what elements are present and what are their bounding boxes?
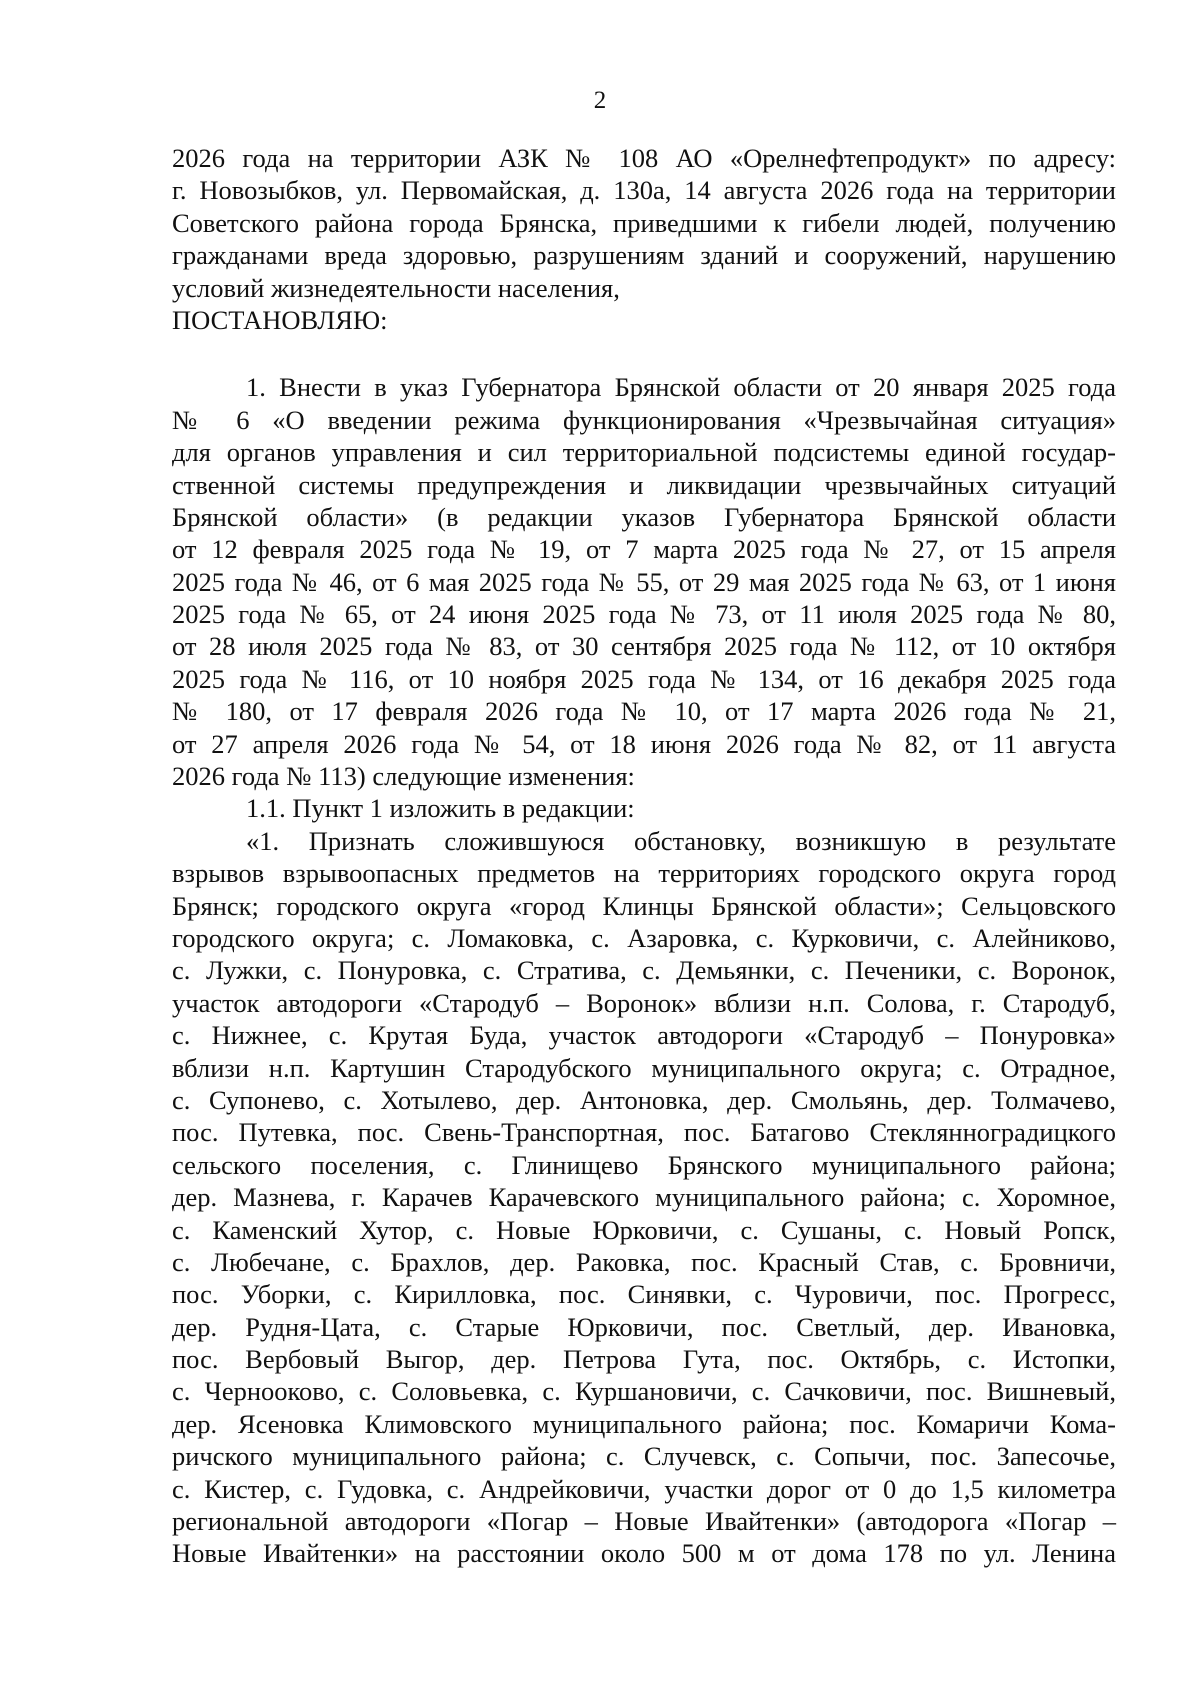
paragraph-gap — [172, 336, 1116, 371]
text-line: пос. Уборки, с. Кирилловка, пос. Синявки, с. Чуровичи, пос. Прогресс, — [172, 1279, 1116, 1310]
text-line: с. Лужки, с. Понуровка, с. Стратива, с. Демьянки, с. Печеники, с. Воронок, — [172, 955, 1116, 986]
text-line: Брянской области» (в редакции указов Губернатора Брянской области — [172, 501, 1116, 532]
text-line: № 180, от 17 февраля 2026 года № 10, от 17 марта 2026 года № 21, — [172, 696, 1116, 727]
text-line: для органов управления и сил территориальной подсистемы единой государ- — [172, 437, 1116, 468]
text-line: городского округа; с. Ломаковка, с. Азаровка, с. Курковичи, с. Алейниково, — [172, 922, 1116, 953]
text-line: 1.1. Пункт 1 изложить в редакции: — [246, 793, 635, 824]
text-line: от 28 июля 2025 года № 83, от 30 сентября 2025 года № 112, от 10 октября — [172, 631, 1116, 662]
text-line: 2026 года на территории АЗК № 108 АО «Орелнефтепродукт» по адресу: — [172, 143, 1116, 173]
text-line: с. Супонево, с. Хотылево, дер. Антоновка, дер. Смольянь, дер. Толмачево, — [172, 1084, 1116, 1115]
text-line: участок автодороги «Стародуб – Воронок» вблизи н.п. Солова, г. Стародуб, — [172, 987, 1116, 1018]
text-line: с. Каменский Хутор, с. Новые Юрковичи, с. Сушаны, с. Новый Ропск, — [172, 1214, 1116, 1245]
text-line: Новые Ивайтенки» на расстоянии около 500 м от дома 178 по ул. Ленина — [172, 1538, 1116, 1569]
text-line: 2025 года № 65, от 24 июня 2025 года № 73, от 11 июля 2025 года № 80, — [172, 599, 1116, 630]
text-line: г. Новозыбков, ул. Первомайская, д. 130а, 14 августа 2026 года на территории — [172, 175, 1116, 206]
text-line: Брянск; городского округа «город Клинцы Брянской области»; Сельцовского — [172, 890, 1116, 921]
text-line: с. Любечане, с. Брахлов, дер. Раковка, пос. Красный Став, с. Бровничи, — [172, 1246, 1116, 1277]
text-line: 2025 года № 46, от 6 мая 2025 года № 55, от 29 мая 2025 года № 63, от 1 июня — [172, 566, 1116, 597]
text-line: 1. Внести в указ Губернатора Брянской области от 20 января 2025 года — [246, 372, 1116, 403]
text-line: условий жизнедеятельности населения, — [172, 272, 620, 303]
text-line: ПОСТАНОВЛЯЮ: — [172, 304, 388, 335]
text-line: гражданами вреда здоровью, разрушениям зданий и сооружений, нарушению — [172, 240, 1116, 271]
text-line: региональной автодороги «Погар – Новые Ивайтенки» (автодорога «Погар – — [172, 1506, 1116, 1537]
text-line: ричского муниципального района; с. Случевск, с. Сопычи, пос. Запесочье, — [172, 1441, 1116, 1472]
text-line: ственной системы предупреждения и ликвидации чрезвычайных ситуаций — [172, 469, 1116, 500]
text-line: «1. Признать сложившуюся обстановку, возникшую в результате — [246, 825, 1116, 856]
text-line: вблизи н.п. Картушин Стародубского муниципального округа; с. Отрадное, — [172, 1052, 1116, 1083]
text-line: дер. Ясеновка Климовского муниципального района; пос. Комаричи Кома- — [172, 1408, 1116, 1439]
text-line: 2025 года № 116, от 10 ноября 2025 года № 134, от 16 декабря 2025 года — [172, 663, 1116, 694]
text-line: пос. Вербовый Выгор, дер. Петрова Гута, пос. Октябрь, с. Истопки, — [172, 1344, 1116, 1375]
text-line: от 12 февраля 2025 года № 19, от 7 марта 2025 года № 27, от 15 апреля — [172, 534, 1116, 565]
page-number: 2 — [593, 87, 607, 114]
text-line: с. Нижнее, с. Крутая Буда, участок автодороги «Стародуб – Понуровка» — [172, 1020, 1116, 1051]
text-line: Советского района города Брянска, приведшими к гибели людей, получению — [172, 207, 1116, 238]
text-line: с. Кистер, с. Гудовка, с. Андрейковичи, участки дорог от 0 до 1,5 километра — [172, 1473, 1116, 1504]
text-line: № 6 «О введении режима функционирования «Чрезвычайная ситуация» — [172, 404, 1116, 435]
text-line: дер. Рудня-Цата, с. Старые Юрковичи, пос. Светлый, дер. Ивановка, — [172, 1311, 1116, 1342]
text-line: взрывов взрывоопасных предметов на территориях городского округа город — [172, 858, 1116, 889]
text-line: с. Чернооково, с. Соловьевка, с. Куршановичи, с. Сачковичи, пос. Вишневый, — [172, 1376, 1116, 1407]
text-line: от 27 апреля 2026 года № 54, от 18 июня 2026 года № 82, от 11 августа — [172, 728, 1116, 759]
text-line: пос. Путевка, пос. Свень-Транспортная, пос. Батагово Стеклянноградицкого — [172, 1117, 1116, 1148]
text-line: сельского поселения, с. Глинищево Брянского муниципального района; — [172, 1149, 1116, 1180]
document-body — [172, 142, 1116, 1570]
text-line: дер. Мазнева, г. Карачев Карачевского муниципального района; с. Хоромное, — [172, 1182, 1116, 1213]
text-line: 2026 года № 113) следующие изменения: — [172, 761, 635, 792]
